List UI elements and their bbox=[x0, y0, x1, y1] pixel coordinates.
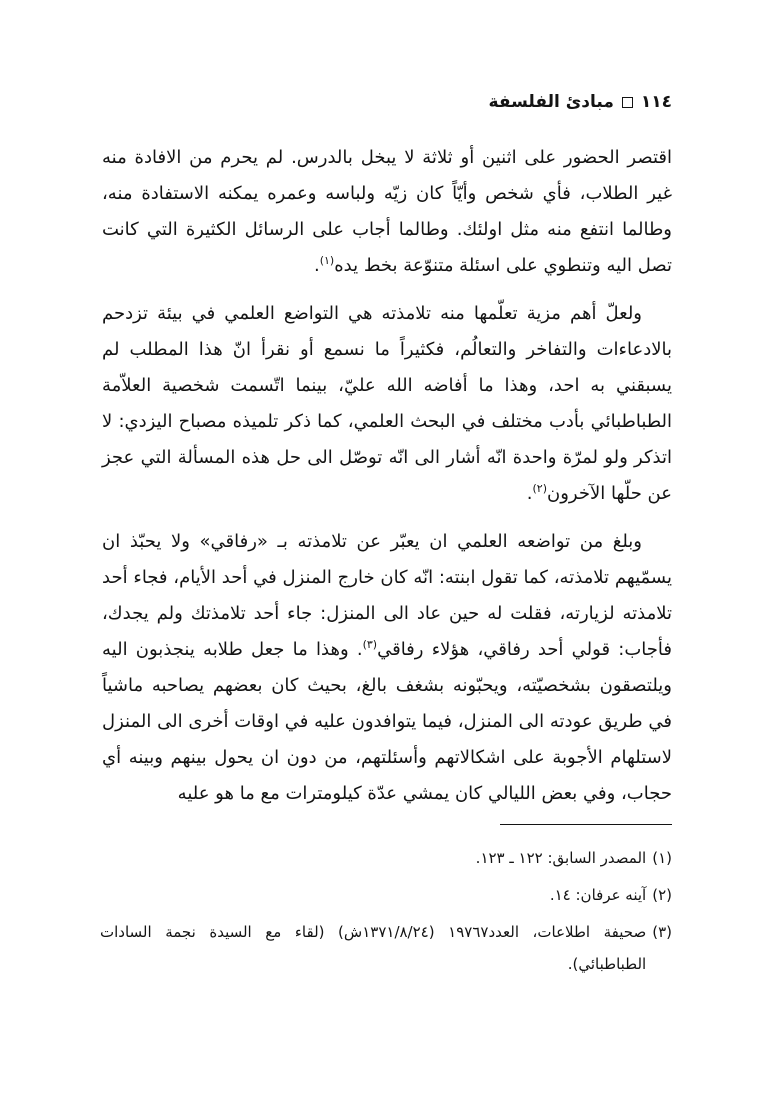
footnote-ref-3: (٣) bbox=[362, 638, 378, 651]
paragraph-tail: . bbox=[526, 483, 533, 504]
paragraph-2 bbox=[102, 296, 672, 512]
main-text bbox=[102, 140, 672, 824]
footnote-divider bbox=[500, 824, 672, 825]
paragraph-3 bbox=[102, 524, 672, 812]
paragraph-tail: . وهذا ما جعل طلابه ينجذبون اليه ويلتصقون بشخصيّته، ويحبّونه بشغف بالغ، بحيث كان بعضهم يصاحبه ماشياً في طريق عودته الى المنزل، فيما يتوافدون عليه في اوقات أخرى الى المنزل لاستلهام الأجوبة على اشكالاتهم وأسئلتهم، من دون ان يحول بينهم وبينه أي حجاب، وفي بعض الليالي كان يمشي عدّة كيلومترات مع ما هو عليه bbox=[102, 639, 672, 804]
footnote-number: (٢) bbox=[652, 886, 672, 904]
footnote-3 bbox=[100, 916, 672, 980]
footnote-number: (٣) bbox=[652, 923, 672, 941]
footnote-text: آينه عرفان: ١٤. bbox=[549, 886, 647, 904]
footnote-ref-2: (٢) bbox=[532, 482, 547, 495]
footnote-number: (١) bbox=[652, 849, 672, 867]
footnote-1 bbox=[100, 842, 672, 874]
paragraph-text: اقتصر الحضور على اثنين أو ثلاثة لا يبخل بالدرس. لم يحرم من الافادة منه غير الطلاب، فأي شخص وأيّاً كان زيّه ولباسه وعمره يمكنه الاستفادة منه، وطالما انتفع منه مثل اولئك. وطالما أجاب على الرسائل الكثيرة التي كانت تصل اليه وتنطوي على اسئلة متنوّعة بخط يده bbox=[102, 147, 672, 276]
paragraph-text: ولعلّ أهم مزية تعلّمها منه تلامذته هي التواضع العلمي في بيئة تزدحم بالادعاءات والتفاخر والتعالُم، فكثيراً ما نسمع أو نقرأ انّ هذا المطلب لم يسبقني به احد، وهذا ما أفاضه الله عليّ، بينما اتّسمت شخصية العلاّمة الطباطبائي بأدب مختلف في البحث العلمي، كما ذكر تلميذه مصباح اليزدي: لا اتذكر ولو لمرّة واحدة انّه أشار الى انّه توصّل الى حل هذه المسألة التي عجز عن حلّها الآخرون bbox=[102, 303, 672, 504]
paragraph-1 bbox=[102, 140, 672, 284]
footnote-text: المصدر السابق: ١٢٢ ـ ١٢٣. bbox=[475, 849, 647, 867]
footnote-text: صحيفة اطلاعات، العدد١٩٧٦٧ (١٣٧١/٨/٢٤ش) (لقاء مع السيدة نجمة السادات الطباطبائي). bbox=[100, 923, 647, 973]
page-header bbox=[489, 89, 672, 115]
footnote-ref-1: (١) bbox=[319, 254, 335, 267]
book-title: مبادئ الفلسفة bbox=[488, 92, 614, 112]
footnotes bbox=[100, 842, 672, 985]
footnote-2 bbox=[100, 879, 672, 911]
paragraph-tail: . bbox=[313, 255, 320, 276]
page-number: ١١٤ bbox=[640, 92, 672, 112]
paragraph-text: وبلغ من تواضعه العلمي ان يعبّر عن تلامذته بـ «رفاقي» ولا يحبّذ ان يسمّيهم تلامذته، كما تقول ابنته: انّه كان خارج المنزل في أحد الأيام، فجاء أحد تلامذته لزيارته، فقلت له حين عاد الى المنزل: جاء أحد تلامذتك ولم يجدك، فأجاب: قولي أحد رفاقي، هؤلاء رفاقي bbox=[102, 531, 672, 660]
header-square-icon bbox=[622, 97, 633, 108]
